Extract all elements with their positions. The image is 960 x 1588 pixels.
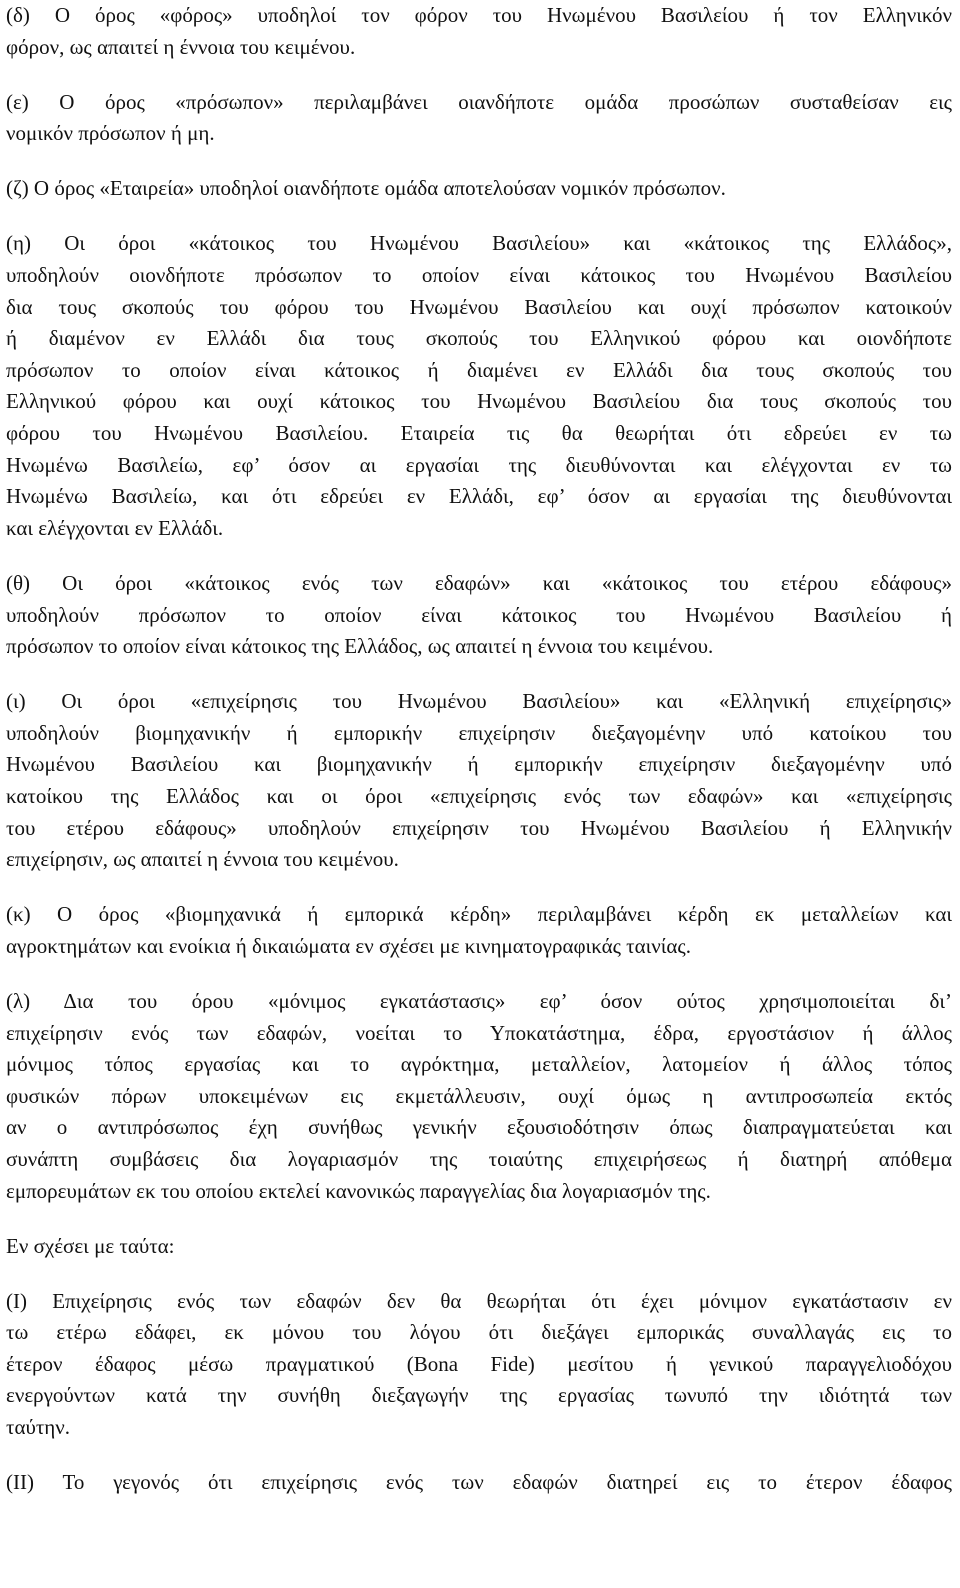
paragraph-epsilon [6,87,952,150]
text-line: (λ) Δια του όρου «μόνιμος εγκατάστασις» εφ’ όσον ούτος χρησιμοποιείται δι’ [6,988,952,1013]
text-line: φυσικών πόρων υποκειμένων εις εκμετάλλευσιν, ουχί όμως η αντιπροσωπεία εκτός [6,1083,952,1108]
text-line: (Ι) Επιχείρησις ενός των εδαφών δεν θα θεωρήται ότι έχει μόνιμον εγκατάστασιν εν [6,1288,952,1313]
text-line: αγροκτημάτων και ενοίκια ή δικαιώματα εν σχέσει με κινηματογραφικάς ταινίας. [6,933,691,958]
document-page [6,0,952,1522]
text-line: (θ) Οι όροι «κάτοικος ενός των εδαφών» και «κάτοικος του ετέρου εδάφους» [6,570,952,595]
text-line: (ε) Ο όρος «πρόσωπον» περιλαμβάνει οιανδήποτε ομάδα προσώπων συσταθείσαν εις [6,89,952,114]
text-line: επιχείρησιν ενός των εδαφών, νοείται το Υποκατάστημα, έδρα, εργοστάσιον ή άλλος [6,1020,952,1045]
paragraph-theta [6,568,952,663]
text-line: του ετέρου εδάφους» υποδηλούν επιχείρησιν του Ηνωμένου Βασιλείου ή Ελληνικήν [6,815,952,840]
paragraph-lambda [6,986,952,1207]
text-line: κατοίκου της Ελλάδος και οι όροι «επιχείρησις ενός των εδαφών» και «επιχείρησις [6,783,952,808]
text-line: συνάπτη συμβάσεις δια λογαριασμόν της τοιαύτης επιχειρήσεως ή διατηρή απόθεμα [6,1146,952,1171]
text-line: ή διαμένον εν Ελλάδι δια τους σκοπούς του Ελληνικού φόρου και οιονδήποτε [6,326,952,351]
text-line: εμπορευμάτων εκ του οποίου εκτελεί κανονικώς παραγγελίας δια λογαριασμόν της. [6,1178,711,1203]
text-line: τω ετέρω εδάφει, εκ μόνου του λόγου ότι διεξάγει εμπορικάς συναλλαγάς εις το [6,1320,952,1345]
text-line: (δ) Ο όρος «φόρος» υποδηλοί τον φόρον του Ηνωμένου Βασιλείου ή τον Ελληνικόν [6,3,952,27]
paragraph-roman-1 [6,1286,952,1444]
text-line: αν ο αντιπρόσωπος έχη συνήθως γενικήν εξουσιοδότησιν όπως διαπραγματεύεται και [6,1115,952,1140]
paragraph-zeta [6,173,952,205]
text-line: δια τους σκοπούς του φόρου του Ηνωμένου Βασιλείου και ουχί πρόσωπον κατοικούν [6,294,952,319]
paragraph-iota [6,686,952,876]
paragraph-kappa [6,899,952,962]
text-line: υποδηλούν βιομηχανικήν ή εμπορικήν επιχείρησιν διεξαγομένην υπό κατοίκου του [6,720,952,745]
text-line: (η) Οι όροι «κάτοικος του Ηνωμένου Βασιλείου» και «κάτοικος της Ελλάδος», [6,231,952,256]
paragraph-eta [6,228,952,544]
text-line: υποδηλούν πρόσωπον το οποίον είναι κάτοικος του Ηνωμένου Βασιλείου ή [6,602,952,627]
text-line: και ελέγχονται εν Ελλάδι. [6,515,224,540]
text-line: Εν σχέσει με ταύτα: [6,1233,175,1258]
text-line: έτερον έδαφος μέσω πραγματικού (Bona Fide) μεσίτου ή γενικού παραγγελιοδόχου [6,1351,952,1376]
text-line: πρόσωπον το οποίον είναι κάτοικος ή διαμένει εν Ελλάδι δια τους σκοπούς του [6,357,952,382]
text-line: υποδηλούν οιονδήποτε πρόσωπον το οποίον είναι κάτοικος του Ηνωμένου Βασιλείου [6,263,952,288]
paragraph-roman-2 [6,1467,952,1499]
text-line: Ελληνικού φόρου και ουχί κάτοικος του Ηνωμένου Βασιλείου δια τους σκοπούς του [6,389,952,414]
text-line: επιχείρησιν, ως απαιτεί η έννοια του κειμένου. [6,847,399,872]
text-line: Ηνωμένω Βασιλείω, εφ’ όσον αι εργασίαι της διευθύνονται και ελέγχονται εν τω [6,452,952,477]
text-line: (ζ) Ο όρος «Εταιρεία» υποδηλοί οιανδήποτε ομάδα αποτελούσαν νομικόν πρόσωπον. [6,176,726,201]
text-line: μόνιμος τόπος εργασίας και το αγρόκτημα, μεταλλείον, λατομείον ή άλλος τόπος [6,1052,952,1077]
text-line: νομικόν πρόσωπον ή μη. [6,121,215,146]
paragraph-delta [6,0,952,63]
text-line: ταύτην. [6,1415,71,1440]
text-line: φόρον, ως απαιτεί η έννοια του κειμένου. [6,34,356,59]
text-line: ενεργούντων κατά την συνήθη διεξαγωγήν της εργασίας τωνυπό την ιδιότητά των [6,1383,952,1408]
paragraph-en-sxesei [6,1231,952,1263]
text-line: Ηνωμένου Βασιλείου και βιομηχανικήν ή εμπορικήν επιχείρησιν διεξαγομένην υπό [6,752,952,777]
text-line: (ΙΙ) Το γεγονός ότι επιχείρησις ενός των εδαφών διατηρεί εις το έτερον έδαφος [6,1470,952,1495]
text-line: Ηνωμένω Βασιλείω, και ότι εδρεύει εν Ελλάδι, εφ’ όσον αι εργασίαι της διευθύνονται [6,484,952,509]
text-line: πρόσωπον το οποίον είναι κάτοικος της Ελλάδος, ως απαιτεί η έννοια του κειμένου. [6,634,714,659]
text-line: (ι) Οι όροι «επιχείρησις του Ηνωμένου Βασιλείου» και «Ελληνική επιχείρησις» [6,689,952,714]
text-line: (κ) Ο όρος «βιομηχανικά ή εμπορικά κέρδη» περιλαμβάνει κέρδη εκ μεταλλείων και [6,902,952,927]
text-line: φόρου του Ηνωμένου Βασιλείου. Εταιρεία τις θα θεωρήται ότι εδρεύει εν τω [6,421,952,446]
